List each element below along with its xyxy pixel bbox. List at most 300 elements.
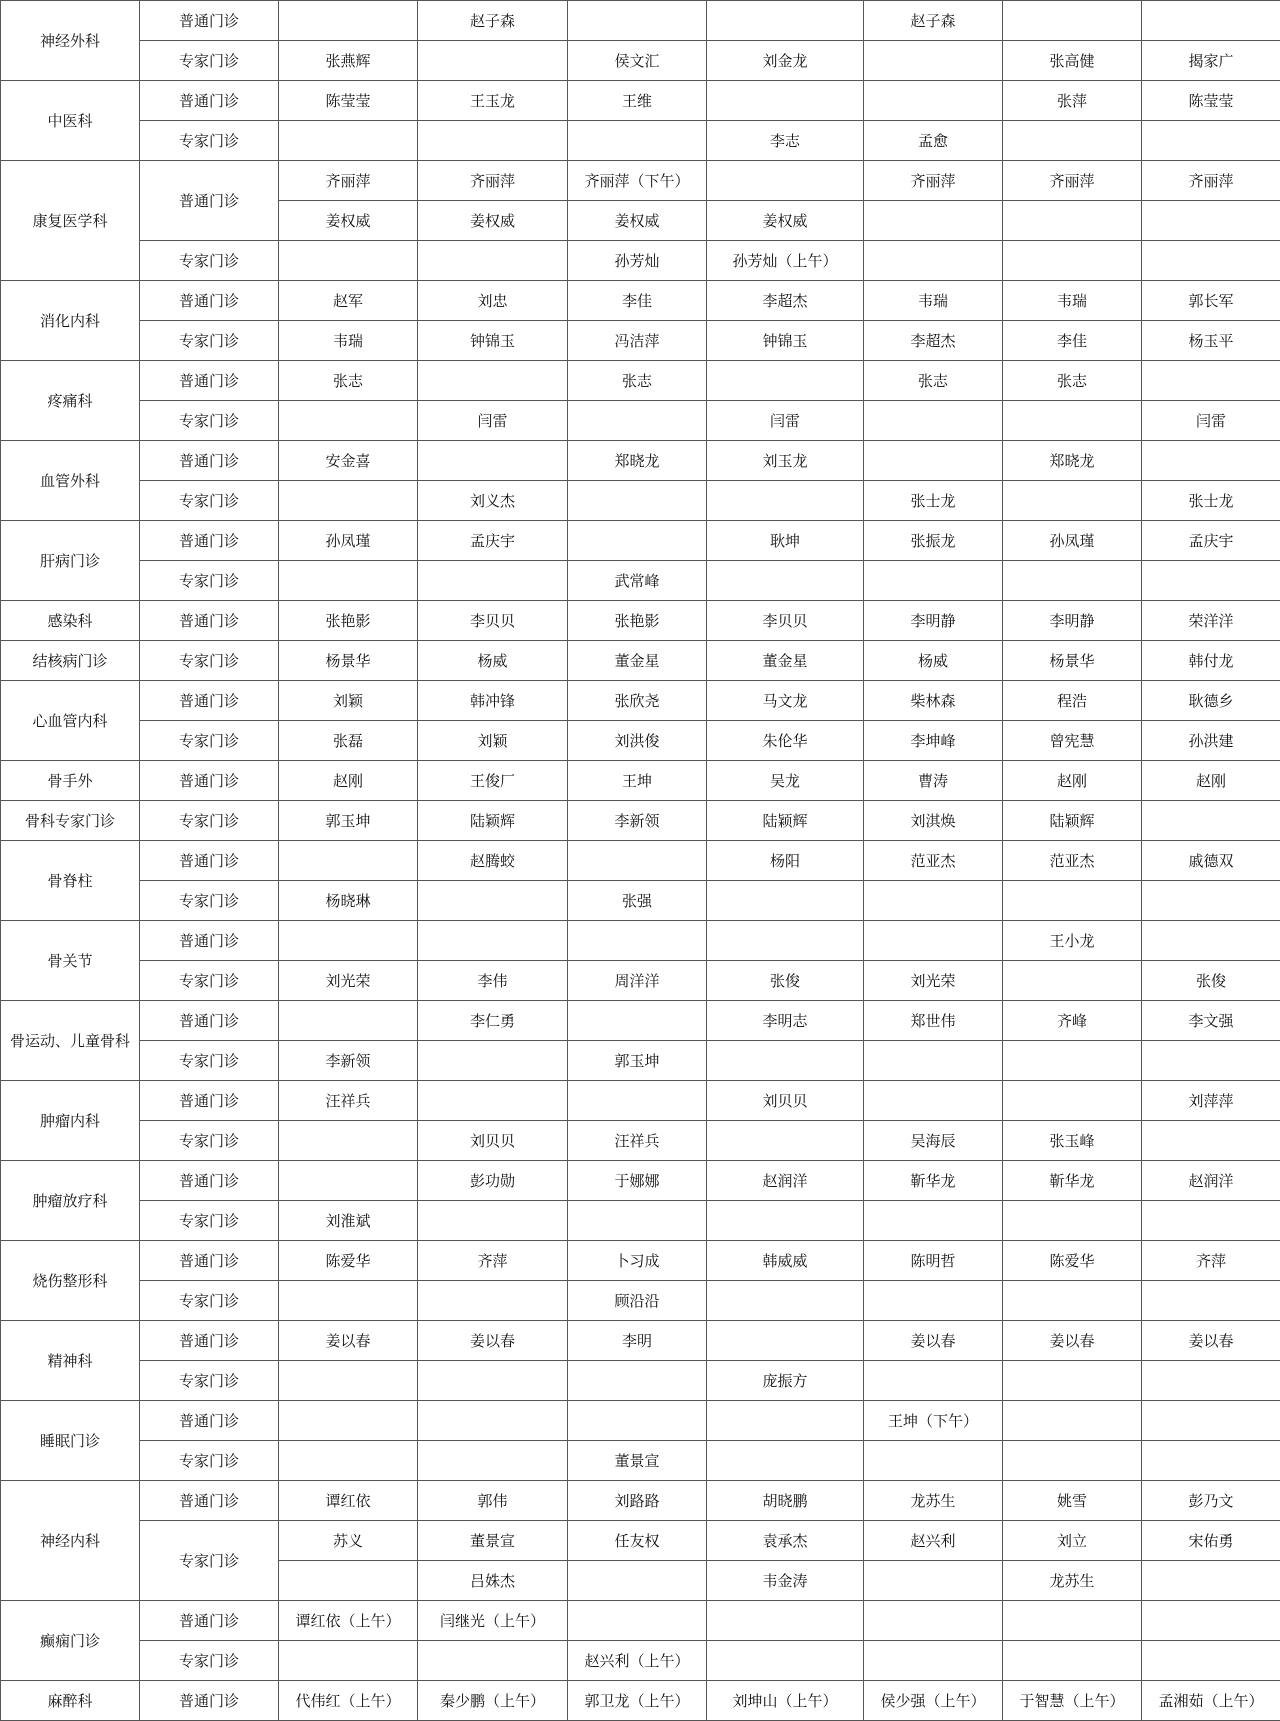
clinic-type: 普通门诊 — [140, 81, 279, 121]
doctor-cell: 李佳 — [568, 281, 707, 321]
doctor-cell — [568, 921, 707, 961]
table-row — [1, 401, 1280, 441]
doctor-cell: 董景宣 — [418, 1521, 568, 1561]
doctor-cell: 代伟红（上午） — [279, 1681, 418, 1721]
doctor-cell — [1003, 121, 1142, 161]
clinic-type: 专家门诊 — [140, 961, 279, 1001]
doctor-cell: 闫继光（上午） — [418, 1601, 568, 1641]
doctor-cell: 刘贝贝 — [707, 1081, 864, 1121]
doctor-cell: 齐丽萍 — [279, 161, 418, 201]
doctor-cell — [864, 1281, 1003, 1321]
clinic-type: 专家门诊 — [140, 561, 279, 601]
clinic-type: 普通门诊 — [140, 1, 279, 41]
doctor-cell: 孟庆宇 — [1142, 521, 1280, 561]
doctor-cell — [1003, 1081, 1142, 1121]
table-row — [1, 1321, 1280, 1361]
department-name: 神经外科 — [1, 1, 140, 81]
doctor-cell: 张志 — [1003, 361, 1142, 401]
doctor-cell — [864, 1601, 1003, 1641]
doctor-cell — [1003, 881, 1142, 921]
doctor-cell: 郑晓龙 — [1003, 441, 1142, 481]
doctor-cell: 韦瑞 — [864, 281, 1003, 321]
doctor-cell: 刘忠 — [418, 281, 568, 321]
doctor-cell: 彭乃文 — [1142, 1481, 1280, 1521]
doctor-cell — [418, 1081, 568, 1121]
doctor-cell — [279, 121, 418, 161]
doctor-cell — [1003, 1401, 1142, 1441]
doctor-cell: 李明志 — [707, 1001, 864, 1041]
doctor-cell: 杨威 — [418, 641, 568, 681]
table-row — [1, 601, 1280, 641]
department-name: 肿瘤放疗科 — [1, 1161, 140, 1241]
doctor-cell: 李明静 — [864, 601, 1003, 641]
clinic-type: 专家门诊 — [140, 721, 279, 761]
doctor-cell — [418, 361, 568, 401]
doctor-cell — [1003, 1201, 1142, 1241]
doctor-cell — [864, 1441, 1003, 1481]
doctor-cell: 赵润洋 — [707, 1161, 864, 1201]
doctor-cell — [864, 401, 1003, 441]
department-name: 癫痫门诊 — [1, 1601, 140, 1681]
doctor-cell: 郭玉坤 — [568, 1041, 707, 1081]
doctor-cell — [864, 81, 1003, 121]
doctor-cell: 马文龙 — [707, 681, 864, 721]
doctor-cell — [707, 1201, 864, 1241]
department-name: 骨脊柱 — [1, 841, 140, 921]
clinic-type: 专家门诊 — [140, 1521, 279, 1601]
doctor-cell: 卜习成 — [568, 1241, 707, 1281]
doctor-cell — [864, 1361, 1003, 1401]
doctor-cell: 彭功勋 — [418, 1161, 568, 1201]
doctor-cell: 汪祥兵 — [279, 1081, 418, 1121]
doctor-cell — [1003, 1641, 1142, 1681]
doctor-cell — [864, 241, 1003, 281]
doctor-cell — [1003, 241, 1142, 281]
table-row — [1, 161, 1280, 201]
department-name: 骨关节 — [1, 921, 140, 1001]
clinic-type: 专家门诊 — [140, 121, 279, 161]
doctor-cell — [707, 81, 864, 121]
doctor-cell — [1003, 561, 1142, 601]
doctor-cell — [279, 1401, 418, 1441]
table-row — [1, 1201, 1280, 1241]
table-row — [1, 1281, 1280, 1321]
table-row — [1, 1001, 1280, 1041]
table-row — [1, 281, 1280, 321]
doctor-cell — [279, 481, 418, 521]
table-row — [1, 801, 1280, 841]
doctor-cell: 赵兴利（上午） — [568, 1641, 707, 1681]
table-row — [1, 241, 1280, 281]
doctor-cell: 武常峰 — [568, 561, 707, 601]
doctor-cell: 姚雪 — [1003, 1481, 1142, 1521]
doctor-cell: 李坤峰 — [864, 721, 1003, 761]
clinic-type: 专家门诊 — [140, 1201, 279, 1241]
doctor-cell — [707, 1321, 864, 1361]
doctor-cell — [1142, 241, 1280, 281]
doctor-cell: 董金星 — [568, 641, 707, 681]
department-name: 肝病门诊 — [1, 521, 140, 601]
department-name: 肿瘤内科 — [1, 1081, 140, 1161]
doctor-cell: 陈爱华 — [1003, 1241, 1142, 1281]
doctor-cell: 王坤 — [568, 761, 707, 801]
clinic-type: 普通门诊 — [140, 1161, 279, 1201]
clinic-type: 普通门诊 — [140, 361, 279, 401]
doctor-cell: 王坤（下午） — [864, 1401, 1003, 1441]
table-row — [1, 921, 1280, 961]
doctor-cell: 姜权威 — [418, 201, 568, 241]
doctor-cell: 姜以春 — [864, 1321, 1003, 1361]
doctor-cell — [279, 1641, 418, 1681]
doctor-cell: 龙苏生 — [864, 1481, 1003, 1521]
doctor-cell — [1142, 881, 1280, 921]
doctor-cell — [279, 1, 418, 41]
table-row — [1, 841, 1280, 881]
doctor-cell: 李仁勇 — [418, 1001, 568, 1041]
doctor-cell: 韦金涛 — [707, 1561, 864, 1601]
doctor-cell: 揭家广 — [1142, 41, 1280, 81]
table-row — [1, 681, 1280, 721]
doctor-cell — [568, 1001, 707, 1041]
clinic-type: 普通门诊 — [140, 761, 279, 801]
doctor-cell: 闫雷 — [418, 401, 568, 441]
table-row — [1, 521, 1280, 561]
doctor-cell — [418, 1361, 568, 1401]
doctor-cell: 陈明哲 — [864, 1241, 1003, 1281]
doctor-cell — [707, 1, 864, 41]
doctor-cell: 侯少强（上午） — [864, 1681, 1003, 1721]
doctor-cell — [568, 401, 707, 441]
doctor-cell: 李超杰 — [707, 281, 864, 321]
doctor-cell: 齐丽萍 — [864, 161, 1003, 201]
doctor-cell: 钟锦玉 — [418, 321, 568, 361]
doctor-cell — [707, 1281, 864, 1321]
table-row — [1, 361, 1280, 401]
doctor-cell: 谭红依（上午） — [279, 1601, 418, 1641]
table-row — [1, 1521, 1280, 1561]
doctor-cell — [1142, 1641, 1280, 1681]
doctor-cell: 靳华龙 — [1003, 1161, 1142, 1201]
doctor-cell: 杨晓琳 — [279, 881, 418, 921]
doctor-cell: 张俊 — [1142, 961, 1280, 1001]
doctor-cell — [418, 881, 568, 921]
clinic-type: 专家门诊 — [140, 1041, 279, 1081]
doctor-cell — [279, 241, 418, 281]
clinic-type: 专家门诊 — [140, 1641, 279, 1681]
doctor-cell — [418, 1201, 568, 1241]
doctor-cell: 刘金龙 — [707, 41, 864, 81]
department-name: 感染科 — [1, 601, 140, 641]
doctor-cell: 刘义杰 — [418, 481, 568, 521]
doctor-cell: 刘淮斌 — [279, 1201, 418, 1241]
department-name: 睡眠门诊 — [1, 1401, 140, 1481]
department-name: 心血管内科 — [1, 681, 140, 761]
doctor-cell: 汪祥兵 — [568, 1121, 707, 1161]
doctor-cell — [1142, 801, 1280, 841]
department-name: 中医科 — [1, 81, 140, 161]
clinic-type: 普通门诊 — [140, 1681, 279, 1721]
clinic-type: 普通门诊 — [140, 1321, 279, 1361]
doctor-cell — [279, 1441, 418, 1481]
doctor-cell: 张强 — [568, 881, 707, 921]
doctor-cell — [707, 881, 864, 921]
table-row — [1, 761, 1280, 801]
doctor-cell: 张燕辉 — [279, 41, 418, 81]
doctor-cell — [568, 1361, 707, 1401]
doctor-cell: 于娜娜 — [568, 1161, 707, 1201]
table-row — [1, 121, 1280, 161]
clinic-type: 普通门诊 — [140, 1001, 279, 1041]
doctor-cell: 张玉峰 — [1003, 1121, 1142, 1161]
doctor-cell: 刘坤山（上午） — [707, 1681, 864, 1721]
doctor-cell: 赵刚 — [1003, 761, 1142, 801]
doctor-cell — [864, 1081, 1003, 1121]
doctor-cell: 曹涛 — [864, 761, 1003, 801]
doctor-cell — [418, 1641, 568, 1681]
doctor-cell: 闫雷 — [1142, 401, 1280, 441]
doctor-cell: 董景宣 — [568, 1441, 707, 1481]
doctor-cell: 赵刚 — [279, 761, 418, 801]
table-row — [1, 41, 1280, 81]
table-row — [1, 1401, 1280, 1441]
doctor-cell — [279, 401, 418, 441]
doctor-cell — [279, 1361, 418, 1401]
doctor-cell: 郑晓龙 — [568, 441, 707, 481]
doctor-cell: 吴海辰 — [864, 1121, 1003, 1161]
doctor-cell: 孙芳灿 — [568, 241, 707, 281]
doctor-cell — [707, 921, 864, 961]
doctor-cell: 靳华龙 — [864, 1161, 1003, 1201]
doctor-cell — [707, 1641, 864, 1681]
doctor-cell: 朱伦华 — [707, 721, 864, 761]
table-row — [1, 441, 1280, 481]
doctor-cell — [568, 1401, 707, 1441]
doctor-cell — [1003, 1361, 1142, 1401]
doctor-cell: 侯文汇 — [568, 41, 707, 81]
doctor-cell: 孙凤瑾 — [1003, 521, 1142, 561]
doctor-cell: 刘路路 — [568, 1481, 707, 1521]
doctor-cell — [864, 561, 1003, 601]
department-name: 康复医学科 — [1, 161, 140, 281]
table-row — [1, 1241, 1280, 1281]
doctor-cell: 董金星 — [707, 641, 864, 681]
department-name: 精神科 — [1, 1321, 140, 1401]
doctor-cell: 赵子森 — [418, 1, 568, 41]
doctor-cell — [1142, 1561, 1280, 1601]
clinic-type: 专家门诊 — [140, 1441, 279, 1481]
table-row — [1, 1081, 1280, 1121]
doctor-cell: 张志 — [864, 361, 1003, 401]
department-name: 血管外科 — [1, 441, 140, 521]
department-name: 结核病门诊 — [1, 641, 140, 681]
doctor-cell: 胡晓鹏 — [707, 1481, 864, 1521]
table-row — [1, 481, 1280, 521]
doctor-cell — [707, 361, 864, 401]
table-row — [1, 1361, 1280, 1401]
doctor-cell — [864, 1641, 1003, 1681]
doctor-cell — [864, 1201, 1003, 1241]
doctor-cell: 吴龙 — [707, 761, 864, 801]
doctor-cell — [568, 1601, 707, 1641]
clinic-type: 专家门诊 — [140, 401, 279, 441]
doctor-cell: 秦少鹏（上午） — [418, 1681, 568, 1721]
clinic-type: 专家门诊 — [140, 481, 279, 521]
clinic-type: 专家门诊 — [140, 1121, 279, 1161]
doctor-cell: 孟愈 — [864, 121, 1003, 161]
doctor-cell — [864, 881, 1003, 921]
doctor-cell: 顾沿沿 — [568, 1281, 707, 1321]
doctor-cell — [1003, 1601, 1142, 1641]
doctor-cell: 安金喜 — [279, 441, 418, 481]
table-row — [1, 1681, 1280, 1721]
doctor-cell: 郑世伟 — [864, 1001, 1003, 1041]
doctor-cell: 韩威威 — [707, 1241, 864, 1281]
table-row — [1, 1121, 1280, 1161]
table-row — [1, 881, 1280, 921]
doctor-cell: 齐萍 — [1142, 1241, 1280, 1281]
doctor-cell — [1003, 201, 1142, 241]
doctor-cell — [1003, 1441, 1142, 1481]
doctor-cell — [707, 1441, 864, 1481]
doctor-cell — [864, 921, 1003, 961]
table-row — [1, 961, 1280, 1001]
doctor-cell: 赵子森 — [864, 1, 1003, 41]
doctor-cell — [1142, 1441, 1280, 1481]
doctor-cell: 陆颖辉 — [418, 801, 568, 841]
doctor-cell: 郭玉坤 — [279, 801, 418, 841]
doctor-cell — [418, 1041, 568, 1081]
doctor-cell — [418, 41, 568, 81]
doctor-cell — [568, 481, 707, 521]
doctor-cell: 刘玉龙 — [707, 441, 864, 481]
clinic-type: 普通门诊 — [140, 1481, 279, 1521]
doctor-cell: 张磊 — [279, 721, 418, 761]
doctor-cell: 孙洪建 — [1142, 721, 1280, 761]
doctor-cell — [1142, 1601, 1280, 1641]
doctor-cell: 杨景华 — [1003, 641, 1142, 681]
doctor-cell: 谭红依 — [279, 1481, 418, 1521]
doctor-cell — [1142, 561, 1280, 601]
doctor-cell: 张高健 — [1003, 41, 1142, 81]
doctor-cell: 李新领 — [279, 1041, 418, 1081]
doctor-cell: 李贝贝 — [707, 601, 864, 641]
doctor-cell: 戚德双 — [1142, 841, 1280, 881]
doctor-cell: 刘颖 — [418, 721, 568, 761]
doctor-cell: 柴林森 — [864, 681, 1003, 721]
doctor-cell — [707, 1121, 864, 1161]
doctor-cell: 曾宪慧 — [1003, 721, 1142, 761]
doctor-cell: 赵润洋 — [1142, 1161, 1280, 1201]
doctor-cell — [1003, 481, 1142, 521]
doctor-cell — [864, 1561, 1003, 1601]
doctor-cell — [1003, 1281, 1142, 1321]
doctor-cell: 孙凤瑾 — [279, 521, 418, 561]
doctor-cell: 郭长军 — [1142, 281, 1280, 321]
doctor-cell — [279, 561, 418, 601]
doctor-cell — [1142, 1121, 1280, 1161]
doctor-cell: 张士龙 — [1142, 481, 1280, 521]
doctor-cell — [707, 1041, 864, 1081]
doctor-cell — [707, 561, 864, 601]
doctor-cell: 杨威 — [864, 641, 1003, 681]
doctor-cell: 耿德乡 — [1142, 681, 1280, 721]
table-row — [1, 1641, 1280, 1681]
doctor-cell — [279, 1561, 418, 1601]
doctor-cell: 李明 — [568, 1321, 707, 1361]
department-name: 骨手外 — [1, 761, 140, 801]
doctor-cell: 荣洋洋 — [1142, 601, 1280, 641]
clinic-type: 普通门诊 — [140, 841, 279, 881]
doctor-cell — [568, 1561, 707, 1601]
doctor-cell — [279, 1161, 418, 1201]
doctor-cell — [279, 1001, 418, 1041]
clinic-type: 普通门诊 — [140, 1401, 279, 1441]
doctor-cell — [1003, 1, 1142, 41]
doctor-cell: 韦瑞 — [1003, 281, 1142, 321]
doctor-cell — [1142, 361, 1280, 401]
table-row — [1, 561, 1280, 601]
doctor-cell — [279, 841, 418, 881]
doctor-cell: 郭卫龙（上午） — [568, 1681, 707, 1721]
doctor-cell: 刘立 — [1003, 1521, 1142, 1561]
doctor-cell — [568, 1081, 707, 1121]
doctor-cell: 于智慧（上午） — [1003, 1681, 1142, 1721]
doctor-cell: 姜以春 — [1142, 1321, 1280, 1361]
doctor-cell: 范亚杰 — [864, 841, 1003, 881]
doctor-cell: 冯洁萍 — [568, 321, 707, 361]
doctor-cell: 齐丽萍 — [1003, 161, 1142, 201]
doctor-cell — [1142, 121, 1280, 161]
doctor-cell: 赵刚 — [1142, 761, 1280, 801]
clinic-type: 专家门诊 — [140, 1281, 279, 1321]
clinic-type: 专家门诊 — [140, 641, 279, 681]
doctor-cell: 齐丽萍 — [418, 161, 568, 201]
doctor-cell: 孙芳灿（上午） — [707, 241, 864, 281]
doctor-cell: 刘颖 — [279, 681, 418, 721]
doctor-cell: 范亚杰 — [1003, 841, 1142, 881]
doctor-cell: 李明静 — [1003, 601, 1142, 641]
doctor-cell: 张艳影 — [568, 601, 707, 641]
doctor-cell — [568, 1, 707, 41]
doctor-cell: 庞振方 — [707, 1361, 864, 1401]
doctor-cell — [418, 1441, 568, 1481]
doctor-cell: 姜权威 — [707, 201, 864, 241]
doctor-cell: 陈莹莹 — [1142, 81, 1280, 121]
clinic-type: 普通门诊 — [140, 1601, 279, 1641]
doctor-cell: 陆颖辉 — [707, 801, 864, 841]
doctor-cell: 张志 — [568, 361, 707, 401]
doctor-cell: 韩冲锋 — [418, 681, 568, 721]
doctor-cell — [707, 161, 864, 201]
doctor-cell — [1142, 441, 1280, 481]
doctor-cell: 刘萍萍 — [1142, 1081, 1280, 1121]
doctor-cell — [418, 121, 568, 161]
doctor-cell: 苏义 — [279, 1521, 418, 1561]
clinic-type: 普通门诊 — [140, 1241, 279, 1281]
clinic-type: 普通门诊 — [140, 681, 279, 721]
doctor-cell: 张欣尧 — [568, 681, 707, 721]
doctor-cell — [864, 201, 1003, 241]
doctor-cell: 张志 — [279, 361, 418, 401]
clinic-type: 专家门诊 — [140, 321, 279, 361]
doctor-cell: 杨玉平 — [1142, 321, 1280, 361]
doctor-cell: 姜以春 — [1003, 1321, 1142, 1361]
doctor-cell: 刘光荣 — [864, 961, 1003, 1001]
doctor-cell — [568, 841, 707, 881]
doctor-cell: 闫雷 — [707, 401, 864, 441]
doctor-cell: 陆颖辉 — [1003, 801, 1142, 841]
doctor-cell: 李文强 — [1142, 1001, 1280, 1041]
